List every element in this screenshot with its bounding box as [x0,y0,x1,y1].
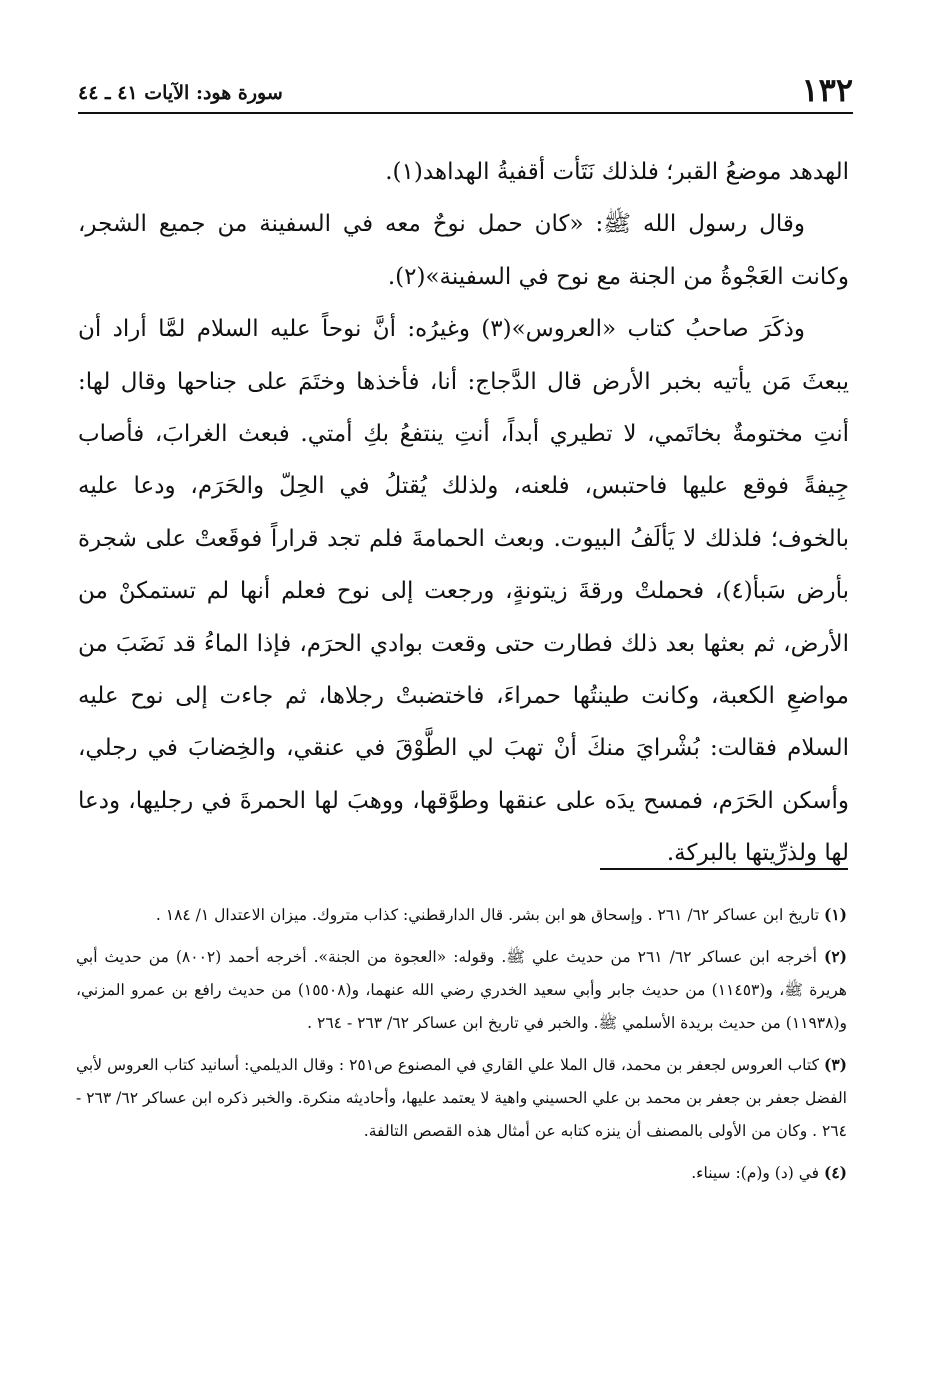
paragraph: وذكَرَ صاحبُ كتاب «العروس»(٣) وغيرُه: أنَّ نوحاً عليه السلام لمَّا أراد أن يبعثَ مَن يأتيه بخبر الأرض قال الدَّجاج: أنا، فأخذها وختَمَ على جناحها وقال لها: أنتِ مختومةٌ بخاتَمي، لا تطيري أبداً، أنتِ ينتفعُ بكِ أمتي. فبعث الغرابَ، فأصاب جِيفةً فوقع عليها فاحتبس، فلعنه، ولذلك يُقتلُ في الحِلّ والحَرَم، ودعا عليه بالخوف؛ فلذلك لا يَألَفُ البيوت. وبعث الحمامةَ فلم تجد قراراً فوقَعتْ على شجرة بأرض سَبأ(٤)، فحملتْ ورقةَ زيتونةٍ، ورجعت إلى نوح فعلم أنها لم تستمكنْ من الأرض، ثم بعثها بعد ذلك فطارت حتى وقعت بوادي الحرَم، فإذا الماءُ قد نَضَبَ من مواضعِ الكعبة، وكانت طينتُها حمراءَ، فاختضبتْ رجلاها، ثم جاءت إلى نوح عليه السلام فقالت: بُشْرايَ منكَ أنْ تهبَ لي الطَّوْقَ في عنقي، والخِضابَ في رجلي، وأسكن الحَرَم، فمسح يدَه على عنقها وطوَّقها، ووهبَ لها الحمرةَ في رجليها، ودعا لها ولذرِّيتها بالبركة. [78,316,850,867]
footnote-text: أخرجه ابن عساكر ٦٢/ ٢٦١ من حديث علي ﷺ. وقوله: «العجوة من الجنة». أخرجه أحمد (٨٠٠٢) من حديث أبي هريرة ﷺ، و(١١٤٥٣) من حديث جابر وأبي سعيد الخدري رضي الله عنهما، و(١٥٥٠٨) من حديث رافع بن عمرو المزني، و(١١٩٣٨) من حديث بريدة الأسلمي ﷺ. والخبر في تاريخ ابن عساكر ٦٢/ ٢٦٣ - ٢٦٤ . [76,948,847,1032]
footnotes [76,898,847,1198]
footnote [76,1048,847,1148]
footnote [76,940,847,1040]
page-number: ١٣٢ [801,71,853,109]
page-header [78,66,853,114]
main-text [78,146,849,880]
footnote-number: (٢) [823,947,847,966]
footnote-number: (١) [823,905,847,924]
footnote [76,898,847,932]
paragraph: الهدهد موضعُ القبر؛ فلذلك نَتَأت أقفيةُ الهداهد(١). [385,159,849,185]
footnote [76,1156,847,1190]
footnote-divider [600,868,848,870]
footnote-number: (٤) [823,1163,847,1182]
paragraph: وقال رسول الله ﷺ: «كان حمل نوحٌ معه في السفينة من جميع الشجر، وكانت العَجْوةُ من الجنة مع نوح في السفينة»(٢). [78,211,849,290]
footnote-text: كتاب العروس لجعفر بن محمد، قال الملا علي القاري في المصنوع ص٢٥١ : وقال الديلمي: أسانيد كتاب العروس لأبي الفضل جعفر بن جعفر بن محمد بن علي الحسيني واهية لا يعتمد عليها، وأحاديثه منكرة. والخبر ذكره ابن عساكر ٦٢/ ٢٦٣ - ٢٦٤ . وكان من الأولى بالمصنف أن ينزه كتابه عن أمثال هذه القصص التالفة. [76,1056,847,1140]
running-title: سورة هود: الآيات ٤١ ـ ٤٤ [78,82,283,104]
footnote-number: (٣) [823,1055,847,1074]
footnote-text: في (د) و(م): سيناء. [691,1164,820,1182]
footnote-text: تاريخ ابن عساكر ٦٢/ ٢٦١ . وإسحاق هو ابن بشر. قال الدارقطني: كذاب متروك. ميزان الاعتدال ١/ ١٨٤ . [155,906,820,924]
